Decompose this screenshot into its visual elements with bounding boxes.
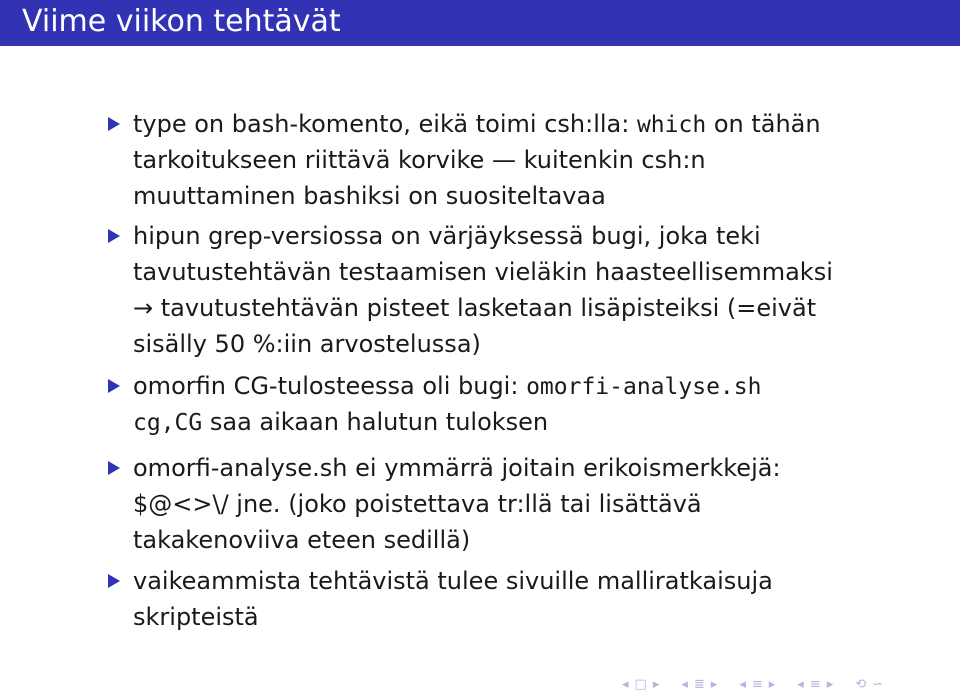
frame-icon[interactable]: □ — [634, 676, 647, 692]
prev-icon[interactable]: ◂ — [622, 676, 629, 692]
text-segment: tarkoitukseen riittävä korvike — kuitenkin csh:n — [133, 146, 706, 174]
next-icon[interactable]: ▸ — [710, 676, 718, 692]
slide-title: Viime viikon tehtävät — [22, 4, 341, 39]
find-icon[interactable]: ⟲ — [855, 676, 867, 692]
list-item-line — [133, 145, 706, 175]
list-item-line — [133, 329, 481, 359]
text-segment: on tähän — [706, 110, 821, 138]
list-item-line — [133, 181, 606, 211]
list-item-line — [133, 566, 773, 596]
bullet-icon — [108, 461, 120, 475]
next-icon[interactable]: ▸ — [768, 676, 776, 692]
text-segment: type on bash-komento, eikä toimi csh:lla: — [133, 110, 637, 138]
beamer-navigation — [622, 676, 883, 692]
text-segment: saa aikaan halutun tuloksen — [202, 408, 549, 436]
list-item-line — [133, 489, 702, 519]
list-item-line — [133, 221, 761, 251]
next-icon[interactable]: ▸ — [652, 676, 660, 692]
prev-icon[interactable]: ◂ — [739, 676, 746, 692]
next-icon[interactable]: ▸ — [826, 676, 834, 692]
prev-icon[interactable]: ◂ — [797, 676, 804, 692]
search-icon[interactable]: ∽ — [872, 676, 884, 692]
code-text: omorfi-analyse.sh — [526, 374, 762, 400]
text-segment: → tavutustehtävän pisteet lasketaan lisäpisteiksi (=eivät — [133, 294, 817, 322]
list-item-line — [133, 293, 816, 323]
text-segment: $@<>\/ jne. (joko poistettava tr:llä tai lisättävä — [133, 490, 702, 518]
text-segment: omorfi-analyse.sh ei ymmärrä joitain erikoismerkkejä: — [133, 454, 781, 482]
bullet-icon — [108, 229, 120, 243]
bullet-icon — [108, 117, 120, 131]
section-icon[interactable]: ≡ — [809, 676, 821, 692]
list-item-line — [133, 407, 548, 438]
code-text: cg,CG — [133, 410, 203, 436]
bullet-icon — [108, 379, 120, 393]
bullet-icon — [108, 574, 120, 588]
text-segment: skripteistä — [133, 603, 259, 631]
list-item-line — [133, 602, 259, 632]
text-segment: omorfin CG-tulosteessa oli bugi: — [133, 372, 527, 400]
text-segment: sisälly 50 %:iin arvostelussa) — [133, 330, 481, 358]
prev-icon[interactable]: ◂ — [681, 676, 688, 692]
list-item-line — [133, 371, 761, 402]
list-item-line — [133, 525, 470, 555]
text-segment: takakenoviiva eteen sedillä) — [133, 526, 471, 554]
code-text: which — [636, 112, 707, 138]
text-segment: tavutustehtävän testaamisen vieläkin haasteellisemmaksi — [133, 258, 833, 286]
section-icon[interactable]: ≡ — [751, 676, 763, 692]
text-segment: muuttaminen bashiksi on suositeltavaa — [133, 182, 606, 210]
text-segment: hipun grep-versiossa on värjäyksessä bugi, joka teki — [133, 222, 761, 250]
list-item-line — [133, 109, 821, 140]
subsection-icon[interactable]: ≣ — [693, 676, 705, 692]
list-item-line — [133, 257, 833, 287]
list-item-line — [133, 453, 781, 483]
text-segment: vaikeammista tehtävistä tulee sivuille malliratkaisuja — [133, 567, 773, 595]
